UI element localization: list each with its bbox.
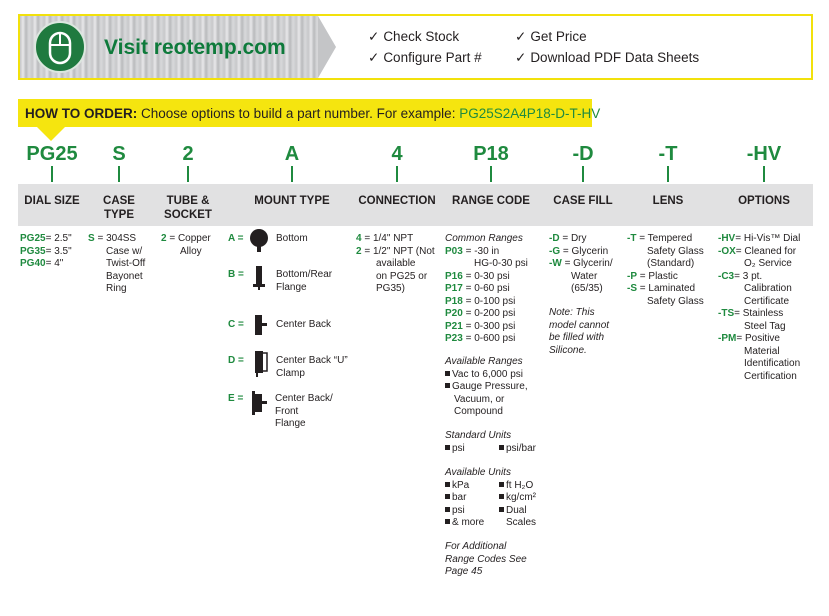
visit-link[interactable]: Visit reotemp.com bbox=[104, 36, 286, 59]
available-units-left: kPa bar psi & more bbox=[445, 480, 484, 530]
mouse-icon-badge bbox=[34, 21, 86, 73]
range-p03: P03 = -30 in bbox=[445, 245, 500, 257]
tube-desc: Alloy bbox=[180, 245, 202, 257]
dial-size-list: PG25= 2.5" PG35= 3.5" PG40= 4" bbox=[20, 233, 72, 269]
code-tick bbox=[51, 166, 53, 182]
check-mark-icon: ✓ bbox=[368, 29, 380, 44]
bullet-icon bbox=[445, 482, 450, 487]
case-fill-list: -D = Dry -G = Glycerin -W = Glycerin/ Water (65/35) bbox=[549, 233, 613, 294]
code-tick bbox=[118, 166, 120, 182]
standard-unit-psibar: psi/bar bbox=[499, 443, 536, 456]
mouse-icon bbox=[48, 31, 72, 65]
standard-units-title: Standard Units bbox=[445, 430, 512, 441]
mount-code-d: D = bbox=[228, 355, 244, 366]
code-tick bbox=[291, 166, 293, 182]
code-tick bbox=[582, 166, 584, 182]
header-dial-size: DIAL SIZE bbox=[24, 195, 80, 207]
mount-desc-b: Bottom/Rear Flange bbox=[276, 269, 333, 293]
header-case-fill: CASE FILL bbox=[553, 195, 613, 207]
code-range: P18 bbox=[473, 143, 509, 165]
check-mark-icon: ✓ bbox=[515, 50, 527, 65]
available-ranges-title: Available Ranges bbox=[445, 356, 523, 367]
available-ranges-list: Vac to 6,000 psi Gauge Pressure, Vacuum, or Compound bbox=[445, 369, 528, 419]
header-tube-socket: TUBE & SOCKET bbox=[164, 195, 212, 221]
mount-code-c: C = bbox=[228, 319, 244, 330]
how-to-order-text: HOW TO ORDER: Choose options to build a part number. For example: PG25S2A4P18-D-T-HV bbox=[25, 106, 601, 121]
configure-part-link[interactable]: ✓ Configure Part # bbox=[368, 50, 482, 65]
range-p03-cont: HG-0-30 psi bbox=[474, 258, 528, 269]
bottom-rear-flange-icon bbox=[252, 264, 266, 290]
download-pdf-link[interactable]: ✓ Download PDF Data Sheets bbox=[515, 50, 700, 65]
mount-code-e: E = bbox=[228, 393, 244, 404]
connection-option-2: 2 = 1/2" NPT (Not bbox=[356, 245, 435, 257]
header-connection: CONNECTION bbox=[358, 195, 436, 207]
lens-list: -T = Tempered Safety Glass (Standard) -P = Plastic -S = Laminated Safety Glass bbox=[627, 233, 704, 307]
how-to-order-bar bbox=[18, 99, 601, 127]
u-clamp-icon bbox=[250, 349, 270, 377]
code-tick bbox=[490, 166, 492, 182]
mount-desc-c: Center Back bbox=[276, 319, 332, 330]
bullet-icon bbox=[499, 507, 504, 512]
header-lens: LENS bbox=[652, 195, 684, 207]
bullet-icon bbox=[445, 494, 450, 499]
header-range-code: RANGE CODE bbox=[452, 195, 530, 207]
common-ranges-title: Common Ranges bbox=[445, 233, 523, 244]
options-list: -HV= Hi-Vis™ Dial -OX= Cleaned for O₂ Service -C3= 3 pt. Calibration Certificate -TS= Stainless Steel Tag -PM= Positive Material Identification Certification bbox=[718, 233, 801, 382]
code-lens: -T bbox=[658, 143, 678, 165]
code-tick bbox=[763, 166, 765, 182]
get-price-link[interactable]: ✓ Get Price bbox=[515, 29, 587, 44]
banner[interactable] bbox=[18, 14, 813, 80]
code-tick bbox=[187, 166, 189, 182]
code-tick bbox=[667, 166, 669, 182]
code-tick bbox=[396, 166, 398, 182]
front-flange-icon bbox=[250, 389, 268, 419]
header-options: OPTIONS bbox=[738, 195, 790, 207]
bullet-icon bbox=[499, 482, 504, 487]
code-case-type: S bbox=[112, 143, 126, 165]
standard-unit-psi: psi bbox=[445, 443, 465, 456]
connection-option-2-note: available on PG25 or PG35) bbox=[376, 258, 428, 294]
case-type-desc: Case w/ Twist-Off Bayonet Ring bbox=[106, 245, 146, 294]
bullet-icon bbox=[499, 445, 504, 450]
bottom-mount-icon bbox=[248, 228, 270, 252]
center-back-icon bbox=[250, 313, 268, 337]
case-fill-note: Note: This model cannot be filled with Silicone. bbox=[549, 307, 610, 356]
code-options: -HV bbox=[746, 143, 782, 165]
range-list: P16 = 0-30 psi P17 = 0-60 psi P18 = 0-100 psi P20 = 0-200 psi P21 = 0-300 psi P23 = 0-600 psi bbox=[445, 270, 516, 344]
bullet-icon bbox=[445, 445, 450, 450]
tube-option: 2 = Copper bbox=[161, 233, 211, 244]
available-units-right: ft H₂O kg/cm² Dual Scales bbox=[499, 480, 536, 530]
bullet-icon bbox=[445, 519, 450, 524]
code-mount: A bbox=[284, 143, 300, 165]
mount-code-b: B = bbox=[228, 269, 244, 280]
bullet-icon bbox=[499, 494, 504, 499]
header-mount-type: MOUNT TYPE bbox=[254, 195, 330, 207]
case-type-option: S = 304SS bbox=[88, 233, 137, 244]
check-mark-icon: ✓ bbox=[515, 29, 527, 44]
range-footnote: For Additional Range Codes See Page 45 bbox=[445, 541, 527, 577]
code-connection: 4 bbox=[391, 143, 403, 165]
code-case-fill: -D bbox=[572, 143, 594, 165]
banner-arrow bbox=[318, 16, 336, 78]
check-mark-icon: ✓ bbox=[368, 50, 380, 65]
example-part-number: PG25S2A4P18-D-T-HV bbox=[459, 106, 601, 121]
bullet-icon bbox=[445, 371, 450, 376]
check-stock-link[interactable]: ✓ Check Stock bbox=[368, 29, 460, 44]
mount-code-a: A = bbox=[228, 233, 244, 244]
bullet-icon bbox=[445, 507, 450, 512]
code-tube: 2 bbox=[182, 143, 194, 165]
mount-desc-a: Bottom bbox=[276, 233, 308, 244]
code-dial-size: PG25 bbox=[26, 143, 78, 165]
mount-desc-d: Center Back “U” Clamp bbox=[276, 355, 348, 379]
bullet-icon bbox=[445, 383, 450, 388]
header-case-type: CASE TYPE bbox=[103, 195, 135, 221]
available-units-title: Available Units bbox=[445, 467, 511, 478]
connection-option-4: 4 = 1/4" NPT bbox=[356, 233, 414, 244]
how-to-order-pointer bbox=[37, 127, 65, 141]
mount-desc-e: Center Back/ Front Flange bbox=[275, 393, 333, 429]
